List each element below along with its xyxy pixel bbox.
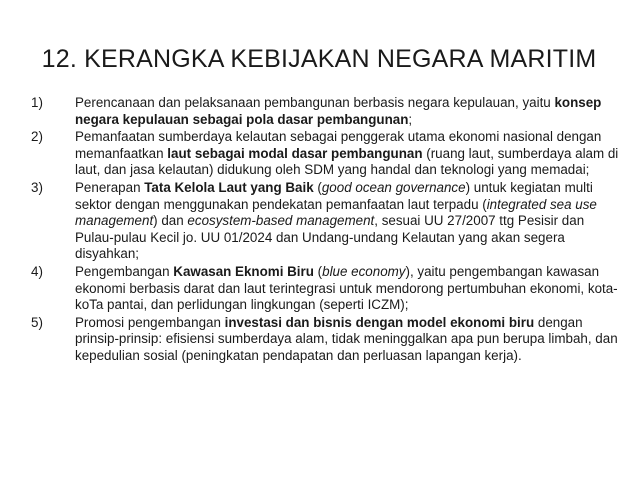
- text-segment: , sesuai UU 27/2007 ttg Pesisir dan Pulau-pulau Kecil jo. UU 01/2024 dan Undang-undang Kelautan yang akan segera disyahkan;: [75, 213, 585, 262]
- policy-list: [31, 95, 623, 366]
- item-number: 3): [31, 179, 43, 195]
- bold-text-segment: Kawasan Eknomi Biru: [173, 263, 314, 279]
- text-segment: ), yaitu pengembangan kawasan ekonomi berbasis darat dan laut terintegrasi untuk mendorong pertumbuhan ekonomi, kota-koTa pantai, dan perlidungan lingkungan (seperti ICZM);: [75, 263, 618, 313]
- text-segment: Pemanfaatan sumberdaya kelautan sebagai penggerak utama ekonomi nasional dengan memanfaatkan: [75, 129, 602, 161]
- bold-text-segment: Tata Kelola Laut yang Baik: [144, 179, 314, 195]
- item-number: 2): [31, 129, 43, 145]
- text-segment: Penerapan: [75, 179, 145, 195]
- item-text: [75, 315, 623, 365]
- item-number: 1): [31, 95, 43, 110]
- item-text: [75, 129, 623, 179]
- list-item: [31, 129, 623, 179]
- slide-title: 12. KERANGKA KEBIJAKAN NEGARA MARITIM: [41, 45, 597, 73]
- text-segment: (: [313, 263, 323, 279]
- list-item: [31, 95, 623, 128]
- text-segment: Pengembangan: [75, 263, 174, 279]
- list-item: [31, 315, 623, 365]
- italic-text-segment: good ocean governance: [321, 179, 466, 195]
- bold-text-segment: laut sebagai modal dasar pembangunan: [167, 145, 423, 161]
- text-segment: Perencanaan dan pelaksanaan pembangunan berbasis negara kepulauan, yaitu: [75, 95, 555, 110]
- text-segment: ;: [408, 111, 413, 127]
- text-segment: ) dan: [153, 213, 188, 229]
- text-segment: Promosi pengembangan: [75, 314, 225, 330]
- list-item: [31, 264, 623, 314]
- bold-text-segment: konsep negara kepulauan sebagai pola dasar pembangunan: [75, 95, 602, 127]
- italic-text-segment: blue economy: [322, 263, 406, 279]
- text-segment: dengan prinsip-prinsip: efisiensi sumberdaya alam, tidak meninggalkan apa pun berupa limbah, dan kepedulian sosial (peningkatan pendapatan dan perluasan lapangan kerja).: [75, 314, 618, 363]
- text-segment: ) untuk kegiatan multi sektor dengan menggunakan pendekatan pemanfaatan laut terpadu (: [75, 179, 593, 212]
- italic-text-segment: ecosystem-based management: [187, 213, 375, 229]
- item-number: 4): [31, 263, 43, 279]
- item-text: [75, 264, 623, 314]
- bold-text-segment: investasi dan bisnis dengan model ekonomi biru: [224, 314, 535, 330]
- text-segment: (ruang laut, sumberdaya alam di laut, dan jasa kelautan) didukung oleh SDM yang handal dan teknologi yang memadai;: [75, 145, 619, 178]
- item-number: 5): [31, 314, 43, 330]
- text-segment: (: [313, 179, 322, 195]
- item-text: [75, 95, 623, 128]
- italic-text-segment: integrated sea use management: [75, 196, 597, 229]
- list-item: [31, 180, 623, 263]
- item-text: [75, 180, 623, 263]
